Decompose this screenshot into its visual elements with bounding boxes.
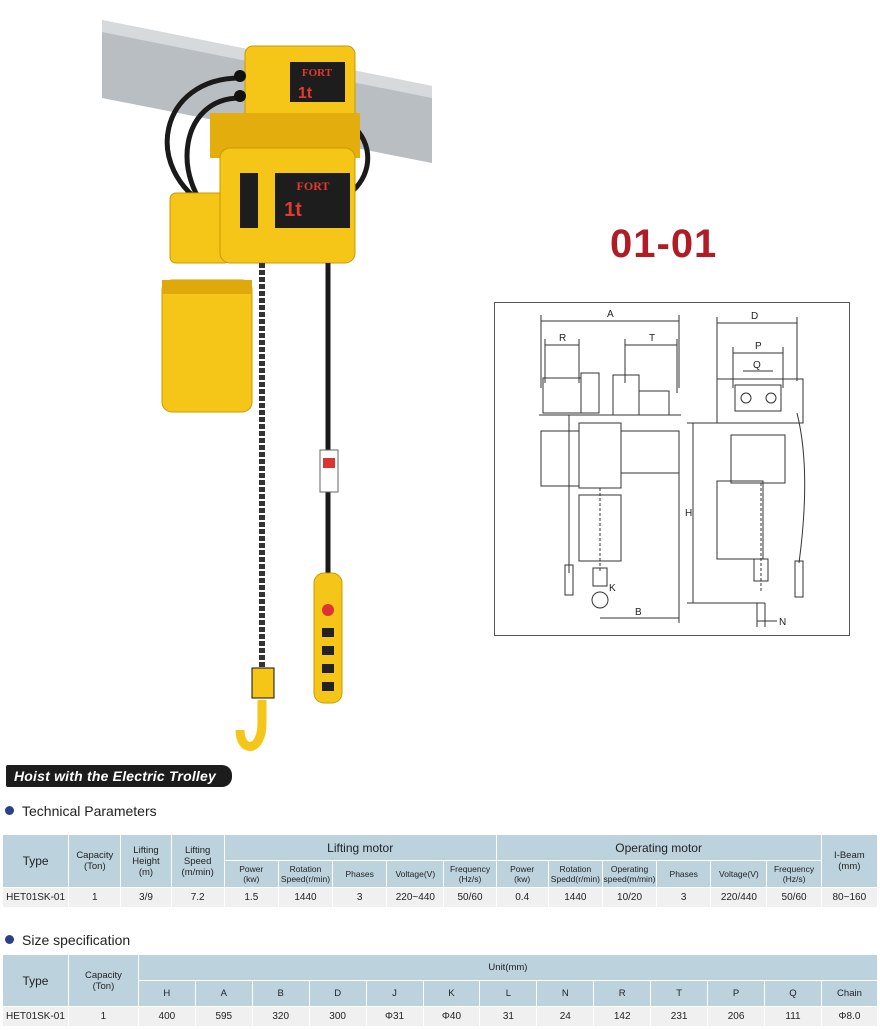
trolley-capacity-text: 1t bbox=[297, 85, 313, 102]
size-specification-heading bbox=[5, 932, 130, 948]
cell-lift-rotation: 1440 bbox=[278, 888, 332, 908]
dim-label-r: R bbox=[559, 333, 567, 344]
cell-lifting-speed: 7.2 bbox=[171, 888, 224, 908]
technical-parameters-title: Technical Parameters bbox=[22, 803, 157, 819]
cell-b: 320 bbox=[252, 1007, 309, 1027]
cell-lift-frequency: 50/60 bbox=[444, 888, 496, 908]
col-header-op-power: Power (kw) bbox=[496, 861, 548, 888]
cell-ibeam: 80~160 bbox=[821, 888, 877, 908]
hoist-capacity-text: 1t bbox=[284, 199, 302, 221]
hoist-product-illustration bbox=[100, 18, 440, 758]
size-specification-title: Size specification bbox=[22, 932, 131, 948]
table-row bbox=[3, 888, 878, 908]
col-header-j: J bbox=[366, 981, 423, 1007]
col-header-lifting-height: Lifting Height (m) bbox=[121, 835, 171, 888]
cell-op-phases: 3 bbox=[657, 888, 711, 908]
cell-op-frequency: 50/60 bbox=[767, 888, 821, 908]
col-group-lifting-motor: Lifting motor bbox=[224, 835, 496, 861]
technical-parameters-heading bbox=[5, 803, 157, 819]
cell-d: 300 bbox=[309, 1007, 366, 1027]
dim-label-t: T bbox=[649, 333, 656, 344]
col-header-q: Q bbox=[765, 981, 822, 1007]
col-header-a: A bbox=[195, 981, 252, 1007]
cell-type: HET01SK-01 bbox=[3, 1007, 69, 1027]
col-header-op-phases: Phases bbox=[657, 861, 711, 888]
section-banner: Hoist with the Electric Trolley bbox=[6, 765, 232, 787]
table-header-row bbox=[3, 835, 878, 861]
size-specification-table bbox=[2, 954, 878, 1027]
col-header-k: K bbox=[423, 981, 480, 1007]
col-header-d: D bbox=[309, 981, 366, 1007]
technical-parameters-table bbox=[2, 834, 878, 908]
bullet-icon bbox=[5, 806, 14, 815]
dim-label-d: D bbox=[751, 311, 759, 322]
table-row bbox=[3, 1007, 878, 1027]
col-header-op-frequency: Frequency (Hz/s) bbox=[767, 861, 821, 888]
cell-chain: Φ8.0 bbox=[821, 1007, 877, 1027]
cell-h: 400 bbox=[138, 1007, 195, 1027]
dim-label-b: B bbox=[635, 607, 642, 618]
col-group-unit: Unit(mm) bbox=[138, 955, 877, 981]
cell-lift-phases: 3 bbox=[333, 888, 387, 908]
bullet-icon bbox=[5, 935, 14, 944]
cell-p: 206 bbox=[708, 1007, 765, 1027]
col-header-type: Type bbox=[3, 955, 69, 1007]
cell-r: 142 bbox=[594, 1007, 651, 1027]
col-header-r: R bbox=[594, 981, 651, 1007]
technical-drawing bbox=[494, 302, 850, 636]
dim-label-a: A bbox=[607, 309, 614, 320]
cell-type: HET01SK-01 bbox=[3, 888, 69, 908]
col-header-lift-frequency: Frequency (Hz/s) bbox=[444, 861, 496, 888]
col-header-l: L bbox=[480, 981, 537, 1007]
col-header-op-speed: Operating speed(m/min) bbox=[602, 861, 656, 888]
col-header-type: Type bbox=[3, 835, 69, 888]
col-header-ibeam: I-Beam (mm) bbox=[821, 835, 877, 888]
cell-capacity: 1 bbox=[68, 1007, 138, 1027]
dim-label-h: H bbox=[685, 508, 693, 519]
cell-op-power: 0.4 bbox=[496, 888, 548, 908]
col-header-capacity: Capacity (Ton) bbox=[68, 955, 138, 1007]
col-header-lift-phases: Phases bbox=[333, 861, 387, 888]
col-header-capacity: Capacity (Ton) bbox=[69, 835, 121, 888]
dim-label-q: Q bbox=[753, 360, 761, 371]
cell-q: 111 bbox=[765, 1007, 822, 1027]
col-header-lift-rotation: Rotation Speed(r/min) bbox=[278, 861, 332, 888]
col-header-op-voltage: Voltage(V) bbox=[711, 861, 767, 888]
col-header-p: P bbox=[708, 981, 765, 1007]
col-group-operating-motor: Operating motor bbox=[496, 835, 821, 861]
model-code: 01-01 bbox=[610, 222, 718, 266]
col-header-h: H bbox=[138, 981, 195, 1007]
cell-j: Φ31 bbox=[366, 1007, 423, 1027]
cell-op-speed: 10/20 bbox=[602, 888, 656, 908]
dim-label-n: N bbox=[779, 617, 787, 628]
dimension-drawing bbox=[495, 303, 849, 635]
trolley-brand-text: FORT bbox=[301, 67, 333, 79]
col-header-lift-power: Power (kw) bbox=[224, 861, 278, 888]
cell-t: 231 bbox=[651, 1007, 708, 1027]
dim-label-k: K bbox=[609, 583, 616, 594]
col-header-lifting-speed: Lifting Speed (m/min) bbox=[171, 835, 224, 888]
cell-n: 24 bbox=[537, 1007, 594, 1027]
cell-k: Φ40 bbox=[423, 1007, 480, 1027]
table-header-row bbox=[3, 955, 878, 981]
cell-lifting-height: 3/9 bbox=[121, 888, 171, 908]
cell-lift-power: 1.5 bbox=[224, 888, 278, 908]
cell-op-voltage: 220/440 bbox=[711, 888, 767, 908]
dim-label-p: P bbox=[755, 341, 762, 352]
col-header-op-rotation: Rotation Spedd(r/min) bbox=[548, 861, 602, 888]
col-header-chain: Chain bbox=[821, 981, 877, 1007]
col-header-lift-voltage: Voltage(V) bbox=[387, 861, 444, 888]
cell-a: 595 bbox=[195, 1007, 252, 1027]
col-header-n: N bbox=[537, 981, 594, 1007]
hoist-brand-text: FORT bbox=[296, 179, 330, 193]
cell-l: 31 bbox=[480, 1007, 537, 1027]
cell-lift-voltage: 220~440 bbox=[387, 888, 444, 908]
cell-capacity: 1 bbox=[69, 888, 121, 908]
col-header-b: B bbox=[252, 981, 309, 1007]
cell-op-rotation: 1440 bbox=[548, 888, 602, 908]
col-header-t: T bbox=[651, 981, 708, 1007]
